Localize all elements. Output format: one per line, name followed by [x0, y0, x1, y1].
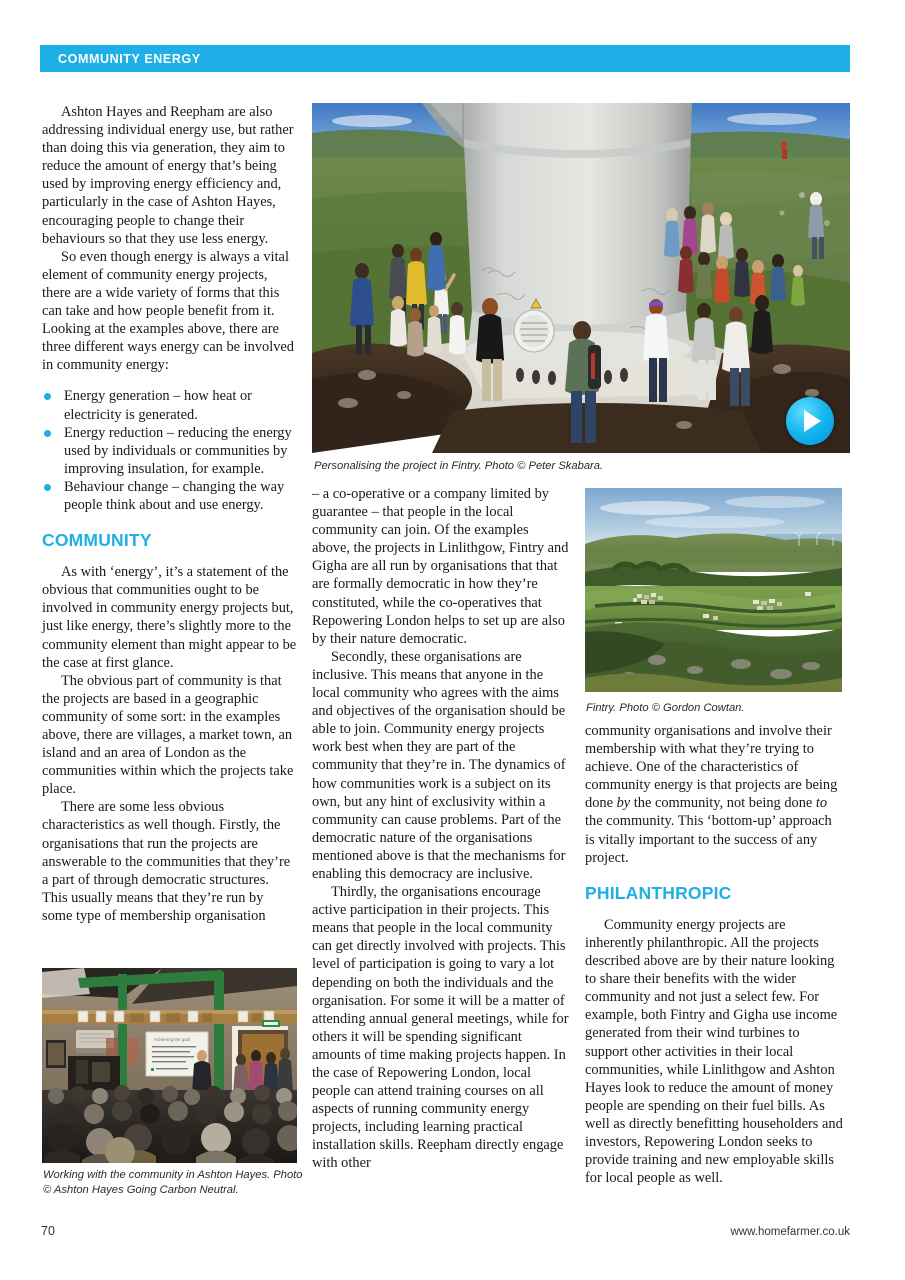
- play-icon: [804, 410, 821, 432]
- list-item-label: Energy generation – how heat or electricity is generated.: [64, 388, 252, 423]
- paragraph: Community energy projects are inherently philanthropic. All the projects described above are by their nature looking to share their benefits with the wider community and not just a select few. For example, both Fintry and Gigha use income generated from their wind turbines to support other activities in their local communities, while Linlithgow and Ashton Hayes look to reduce the amount of money people are spending on their fuel bills. As well as directly benefitting householders and investors, Repowering London seeks to provide training and new employable skills for local people as well.: [585, 916, 843, 1187]
- list-item: [42, 387, 297, 423]
- meeting-photo-graphic: [42, 968, 297, 1163]
- paragraph: – a co-operative or a company limited by guarantee – that people in the local community can join. Of the examples above, the projects in Linlithgow, Fintry and Gigha are all run by organisations that that are formally democratic in how they’re constituted, while the co-operatives that Repowering London helps to set up are also by their nature democratic.: [312, 486, 569, 647]
- text-column-2: [312, 485, 570, 1173]
- paragraph: Secondly, these organisations are inclusive. This means that anyone in the local community who agrees with the aims and objectives of the organisation should be able to join. Community energy projects work best when they are part of the community that they’re in. The dynamics of how communities work is a subject on its own, but any hint of exclusivity within a community can cause problems. Part of the democratic nature of the organisations mentioned above is that the mechanisms for enabling this democracy are inclusive.: [312, 648, 566, 882]
- svg-text:Achieving the goal: Achieving the goal: [154, 1037, 190, 1042]
- emphasis-to: to: [815, 795, 828, 812]
- paragraph: So even though energy is always a vital element of community energy projects, there are a wide variety of forms that this can take and how people benefit from it. Looking at the examples above, there are three different ways energy can be involved in community energy:: [42, 248, 295, 374]
- caption-meeting: Working with the community in Ashton Hayes. Photo © Ashton Hayes Going Carbon Neutral.: [43, 1169, 303, 1196]
- paragraph: Thirdly, the organisations encourage active participation in their projects. This means that people in the local community can get directly involved with projects. This level of participation is going to vary a lot depending on both the individuals and the organisation. For some it will be a matter of attending annual general meetings, while for others it will be spending significant amounts of time making projects happen. In the case of Repowering London, local people can attend training courses on all aspects of running community energy projects, including learning practical installation skills. Reepham directly engage with other: [312, 884, 569, 1172]
- paragraph: The obvious part of community is that the projects are based in a geographic community of some sort: in the examples above, there are villages, a market town, an island and an area of London as the communities within which the projects take place.: [42, 672, 294, 798]
- text-column-3: [585, 722, 843, 1187]
- play-video-button[interactable]: [786, 397, 834, 445]
- section-heading-philanthropic: PHILANTHROPIC: [585, 882, 732, 903]
- text-column-1: [42, 103, 297, 925]
- caption-turbine: Personalising the project in Fintry. Photo © Peter Skabara.: [314, 460, 604, 472]
- caption-fintry: Fintry. Photo © Gordon Cowtan.: [586, 702, 745, 714]
- banner-title: COMMUNITY ENERGY: [58, 51, 201, 66]
- photo-community-meeting: [42, 968, 297, 1163]
- turbine-photo-graphic: [312, 103, 850, 453]
- page-number: 70: [41, 1224, 55, 1238]
- footer-website-url[interactable]: www.homefarmer.co.uk: [730, 1226, 850, 1238]
- section-banner: [40, 45, 850, 72]
- bullet-dot-icon: [44, 430, 51, 437]
- photo-turbine-gathering: [312, 103, 850, 453]
- paragraph: As with ‘energy’, it’s a statement of the obvious that communities ought to be involved in community energy projects but, just like energy, there’s slightly more to the community element than might appear to be the case at first glance.: [42, 564, 297, 671]
- photo-fintry-landscape: [585, 488, 842, 692]
- paragraph: There are some less obvious characteristics as well though. Firstly, the organisations that run the projects are answerable to the communities that they’re a part of through democratic structures. This usually means that they’re run by some type of membership organisation: [42, 799, 291, 924]
- paragraph: Ashton Hayes and Reepham are also addressing individual energy use, but rather than doing this via generation, they aim to reduce the amount of energy that’s being used by improving energy efficiency and, particularly in the case of Ashton Hayes, encouraging people to change their behaviours so that they use less energy.: [42, 104, 294, 247]
- emphasis-by: by: [616, 795, 631, 812]
- list-item-label: Energy reduction – reducing the energy used by individuals or communities by improving insulation, for example.: [64, 424, 292, 477]
- paragraph: [585, 722, 843, 867]
- paragraph-part: community organisations and involve their membership with what they’re trying to achieve. One of the characteristics of community energy is that projects are being done: [585, 723, 838, 812]
- energy-types-list: [42, 387, 297, 514]
- list-item: [42, 478, 297, 514]
- bullet-dot-icon: [44, 393, 51, 400]
- section-heading-community: COMMUNITY: [42, 530, 152, 551]
- list-item: [42, 424, 297, 478]
- bullet-dot-icon: [44, 484, 51, 491]
- paragraph-part: the community, not being done: [630, 795, 816, 812]
- paragraph-part: the community. This ‘bottom-up’ approach is vitally important to the success of any project.: [585, 813, 832, 866]
- list-item-label: Behaviour change – changing the way people think about and use energy.: [64, 478, 285, 513]
- fintry-photo-graphic: [585, 488, 842, 692]
